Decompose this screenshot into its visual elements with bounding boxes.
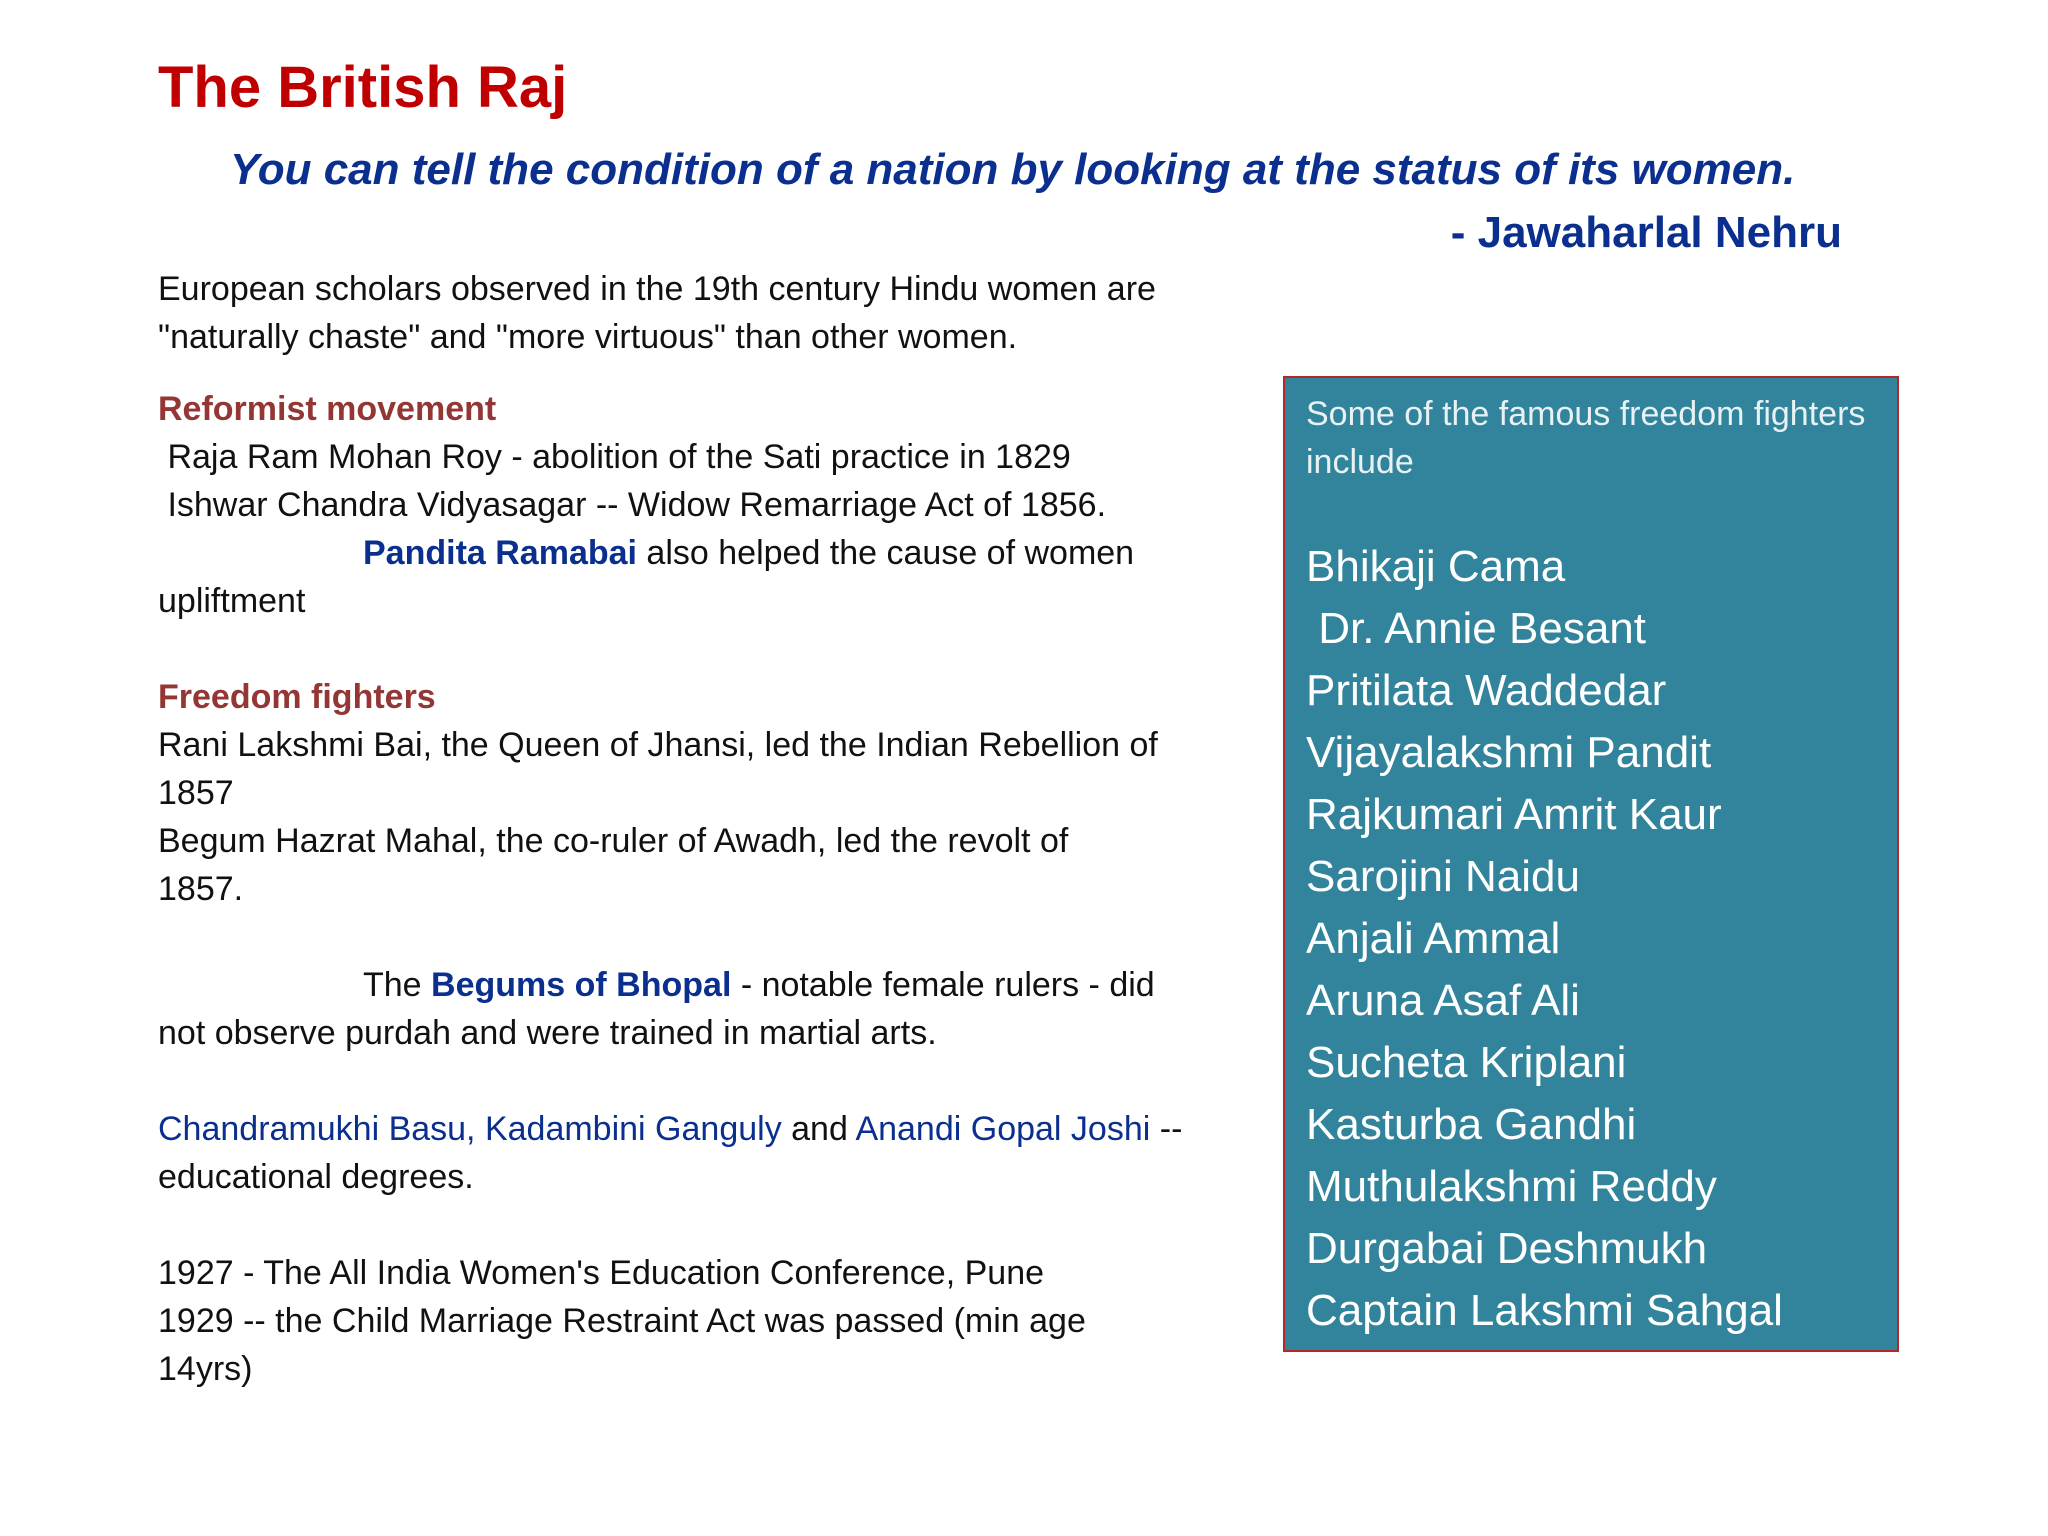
ramabai-cont: upliftment (158, 582, 306, 620)
list-item: Pritilata Waddedar (1306, 666, 1667, 715)
rani-line-2: 1857 (158, 774, 234, 812)
fighters-list (1306, 536, 1783, 1342)
freedom-fighters-box (1283, 376, 1899, 1352)
reformist-heading: Reformist movement (158, 390, 497, 428)
edu-names-1: Chandramukhi Basu, Kadambini Ganguly (158, 1110, 782, 1148)
education-line (158, 1105, 1248, 1153)
list-item: Captain Lakshmi Sahgal (1306, 1286, 1783, 1335)
list-item: Anjali Ammal (1306, 914, 1561, 963)
bhopal-line (158, 961, 1248, 1009)
intro-line-1: European scholars observed in the 19th century Hindu women are (158, 270, 1156, 308)
ramabai-name: Pandita Ramabai (363, 534, 637, 572)
edu-names-2: Anandi Gopal Joshi (855, 1110, 1151, 1148)
reformist-roy: Raja Ram Mohan Roy - abolition of the Sati practice in 1829 (158, 438, 1071, 476)
begum-line-2: 1857. (158, 870, 244, 908)
event-1929-line-2: 14yrs) (158, 1350, 253, 1388)
list-item: Sucheta Kriplani (1306, 1038, 1627, 1087)
quote-author: - Jawaharlal Nehru (1450, 208, 1842, 257)
intro-line-2: "naturally chaste" and "more virtuous" than other women. (158, 318, 1018, 356)
event-1927: 1927 - The All India Women's Education Conference, Pune (158, 1254, 1045, 1292)
list-item: Sarojini Naidu (1306, 852, 1580, 901)
edu-dash: -- (1150, 1110, 1183, 1148)
list-item: Durgabai Deshmukh (1306, 1224, 1708, 1273)
rani-line-1: Rani Lakshmi Bai, the Queen of Jhansi, led the Indian Rebellion of (158, 726, 1158, 764)
list-item: Vijayalakshmi Pandit (1306, 728, 1712, 777)
reformist-ramabai (158, 529, 1248, 577)
reformist-vidyasagar: Ishwar Chandra Vidyasagar -- Widow Remarriage Act of 1856. (158, 486, 1107, 524)
list-item: Dr. Annie Besant (1306, 604, 1646, 653)
list-item: Muthulakshmi Reddy (1306, 1162, 1717, 1211)
freedom-heading: Freedom fighters (158, 678, 436, 716)
nehru-quote: You can tell the condition of a nation by looking at the status of its women. (230, 145, 1796, 194)
bhopal-pre: The (363, 966, 432, 1004)
list-item: Rajkumari Amrit Kaur (1306, 790, 1722, 839)
bhopal-name: Begums of Bhopal (431, 966, 732, 1004)
education-cont: educational degrees. (158, 1158, 474, 1196)
slide-title: The British Raj (158, 55, 568, 120)
list-item: Kasturba Gandhi (1306, 1100, 1637, 1149)
edu-and: and (781, 1110, 856, 1148)
list-item: Aruna Asaf Ali (1306, 976, 1580, 1025)
ramabai-text: also helped the cause of women (636, 534, 1135, 572)
event-1929-line-1: 1929 -- the Child Marriage Restraint Act was passed (min age (158, 1302, 1086, 1340)
begum-line-1: Begum Hazrat Mahal, the co-ruler of Awadh, led the revolt of (158, 822, 1069, 860)
list-item: Bhikaji Cama (1306, 542, 1566, 591)
bhopal-cont: not observe purdah and were trained in martial arts. (158, 1014, 937, 1052)
main-text (158, 265, 1248, 1393)
bhopal-text: - notable female rulers - did (731, 966, 1155, 1004)
box-intro: Some of the famous freedom fighters include (1306, 395, 1866, 481)
